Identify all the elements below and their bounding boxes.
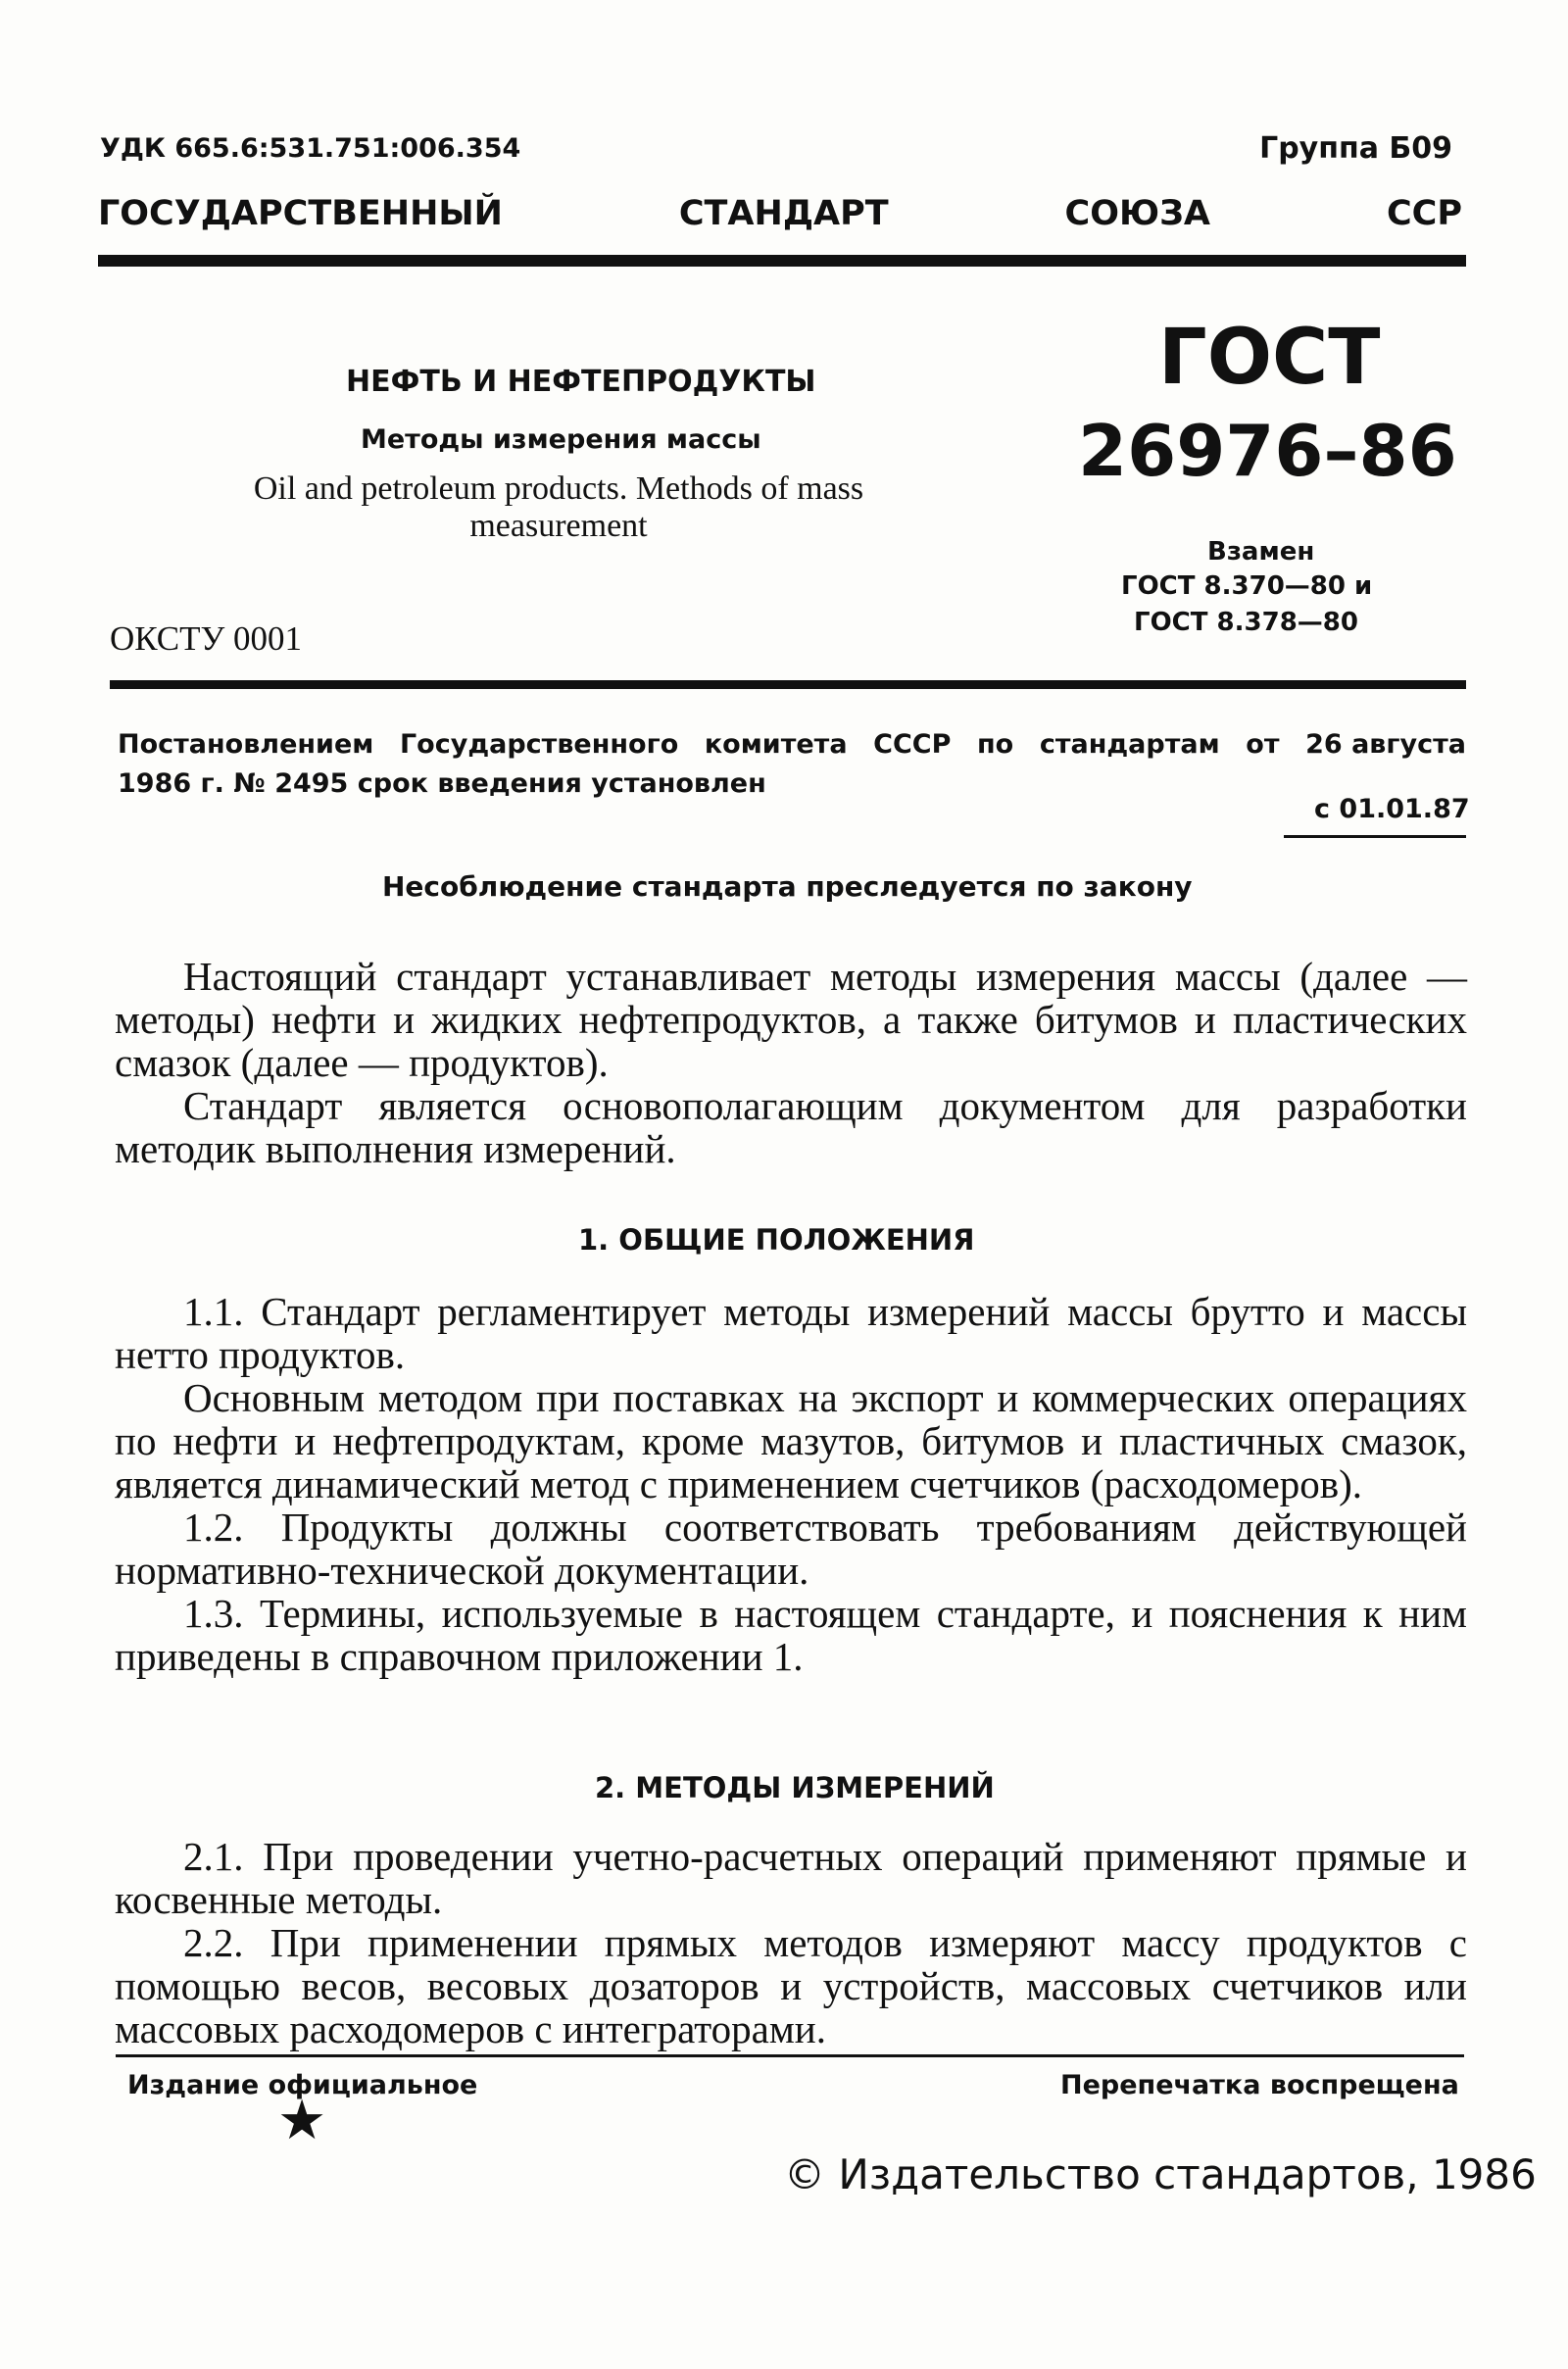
paragraph: 2.2. При применении прямых методов измеряют массу продуктов с помощью весов, весовых дозаторов и устройств, массовых счетчиков или массовых расходомеров с интеграторами.: [115, 1920, 1467, 2051]
decree-word: от: [1246, 729, 1280, 760]
violation-notice: Несоблюдение стандарта преследуется по закону: [382, 870, 1193, 903]
decree-word: стандартам: [1039, 729, 1220, 760]
section-heading: 1. ОБЩИЕ ПОЛОЖЕНИЯ: [578, 1223, 975, 1257]
banner-word: ССР: [1386, 194, 1462, 233]
decree-word: Государственного: [399, 729, 679, 760]
intro-section: [115, 955, 1467, 1170]
banner-word: СТАНДАРТ: [678, 194, 889, 233]
decree-word: 26 августа: [1305, 729, 1466, 760]
paragraph: 2.1. При проведении учетно-расчетных операций применяют прямые и косвенные методы.: [115, 1834, 1467, 1922]
paragraph: Стандарт является основополагающим документом для разработки методик выполнения измерений.: [115, 1083, 1467, 1171]
bottom-rule: [116, 2054, 1464, 2057]
replaced-standard: ГОСТ 8.370—80 и: [1121, 571, 1373, 601]
paragraph: Основным методом при поставках на экспорт и коммерческих операциях по нефти и нефтепродуктам, кроме мазутов, битумов и пластичных смазок, является динамический метод с применением счетчиков (расходомеров).: [115, 1375, 1467, 1506]
paragraph: 1.2. Продукты должны соответствовать требованиям действующей нормативно-технической документации.: [115, 1505, 1467, 1593]
copyright-notice: © Издательство стандартов, 1986: [784, 2150, 1537, 2198]
group-code: Группа Б09: [1259, 131, 1452, 166]
paragraph: 1.1. Стандарт регламентирует методы измерений массы брутто и массы нетто продуктов.: [115, 1289, 1467, 1377]
decree-word: СССР: [873, 729, 952, 760]
paragraph: Настоящий стандарт устанавливает методы измерения массы (далее — методы) нефти и жидких нефтепродуктов, а также битумов и пластических смазок (далее — продуктов).: [115, 954, 1467, 1085]
state-standard-banner: [98, 194, 1462, 233]
section-body: [115, 1290, 1467, 1678]
gost-number: 26976–86: [1078, 410, 1457, 492]
okstu-code: ОКСТУ 0001: [110, 619, 303, 658]
udk-code: УДК 665.6:531.751:006.354: [100, 133, 521, 164]
gost-label: ГОСТ: [1158, 314, 1381, 402]
effective-date: с 01.01.87: [1314, 794, 1470, 824]
decree-line: [118, 729, 1466, 760]
decree-word: Постановлением: [118, 729, 374, 760]
document-title: НЕФТЬ И НЕФТЕПРОДУКТЫ: [346, 365, 816, 399]
effective-date-underline: [1284, 835, 1466, 838]
paragraph: 1.3. Термины, используемые в настоящем стандарте, и пояснения к ним приведены в справочном приложении 1.: [115, 1591, 1467, 1679]
section-heading: 2. МЕТОДЫ ИЗМЕРЕНИЙ: [595, 1771, 995, 1804]
top-rule: [98, 255, 1466, 267]
decree-word: по: [977, 729, 1014, 760]
middle-rule: [110, 680, 1466, 689]
official-edition-label: Издание официальное: [127, 2070, 478, 2100]
decree-line: 1986 г. № 2495 срок введения установлен: [118, 768, 766, 799]
reprint-prohibited-label: Перепечатка воспрещена: [1060, 2070, 1459, 2100]
section-body: [115, 1835, 1467, 2050]
english-title: Oil and petroleum products. Methods of mass measurement: [253, 470, 864, 544]
banner-word: ГОСУДАРСТВЕННЫЙ: [98, 194, 503, 233]
replaced-standard: ГОСТ 8.378—80: [1134, 608, 1358, 637]
decree-word: комитета: [704, 729, 848, 760]
document-subtitle: Методы измерения массы: [361, 424, 761, 455]
star-icon: ★: [277, 2089, 327, 2152]
replaced-label: Взамен: [1207, 537, 1315, 567]
banner-word: СОЮЗА: [1064, 194, 1211, 233]
